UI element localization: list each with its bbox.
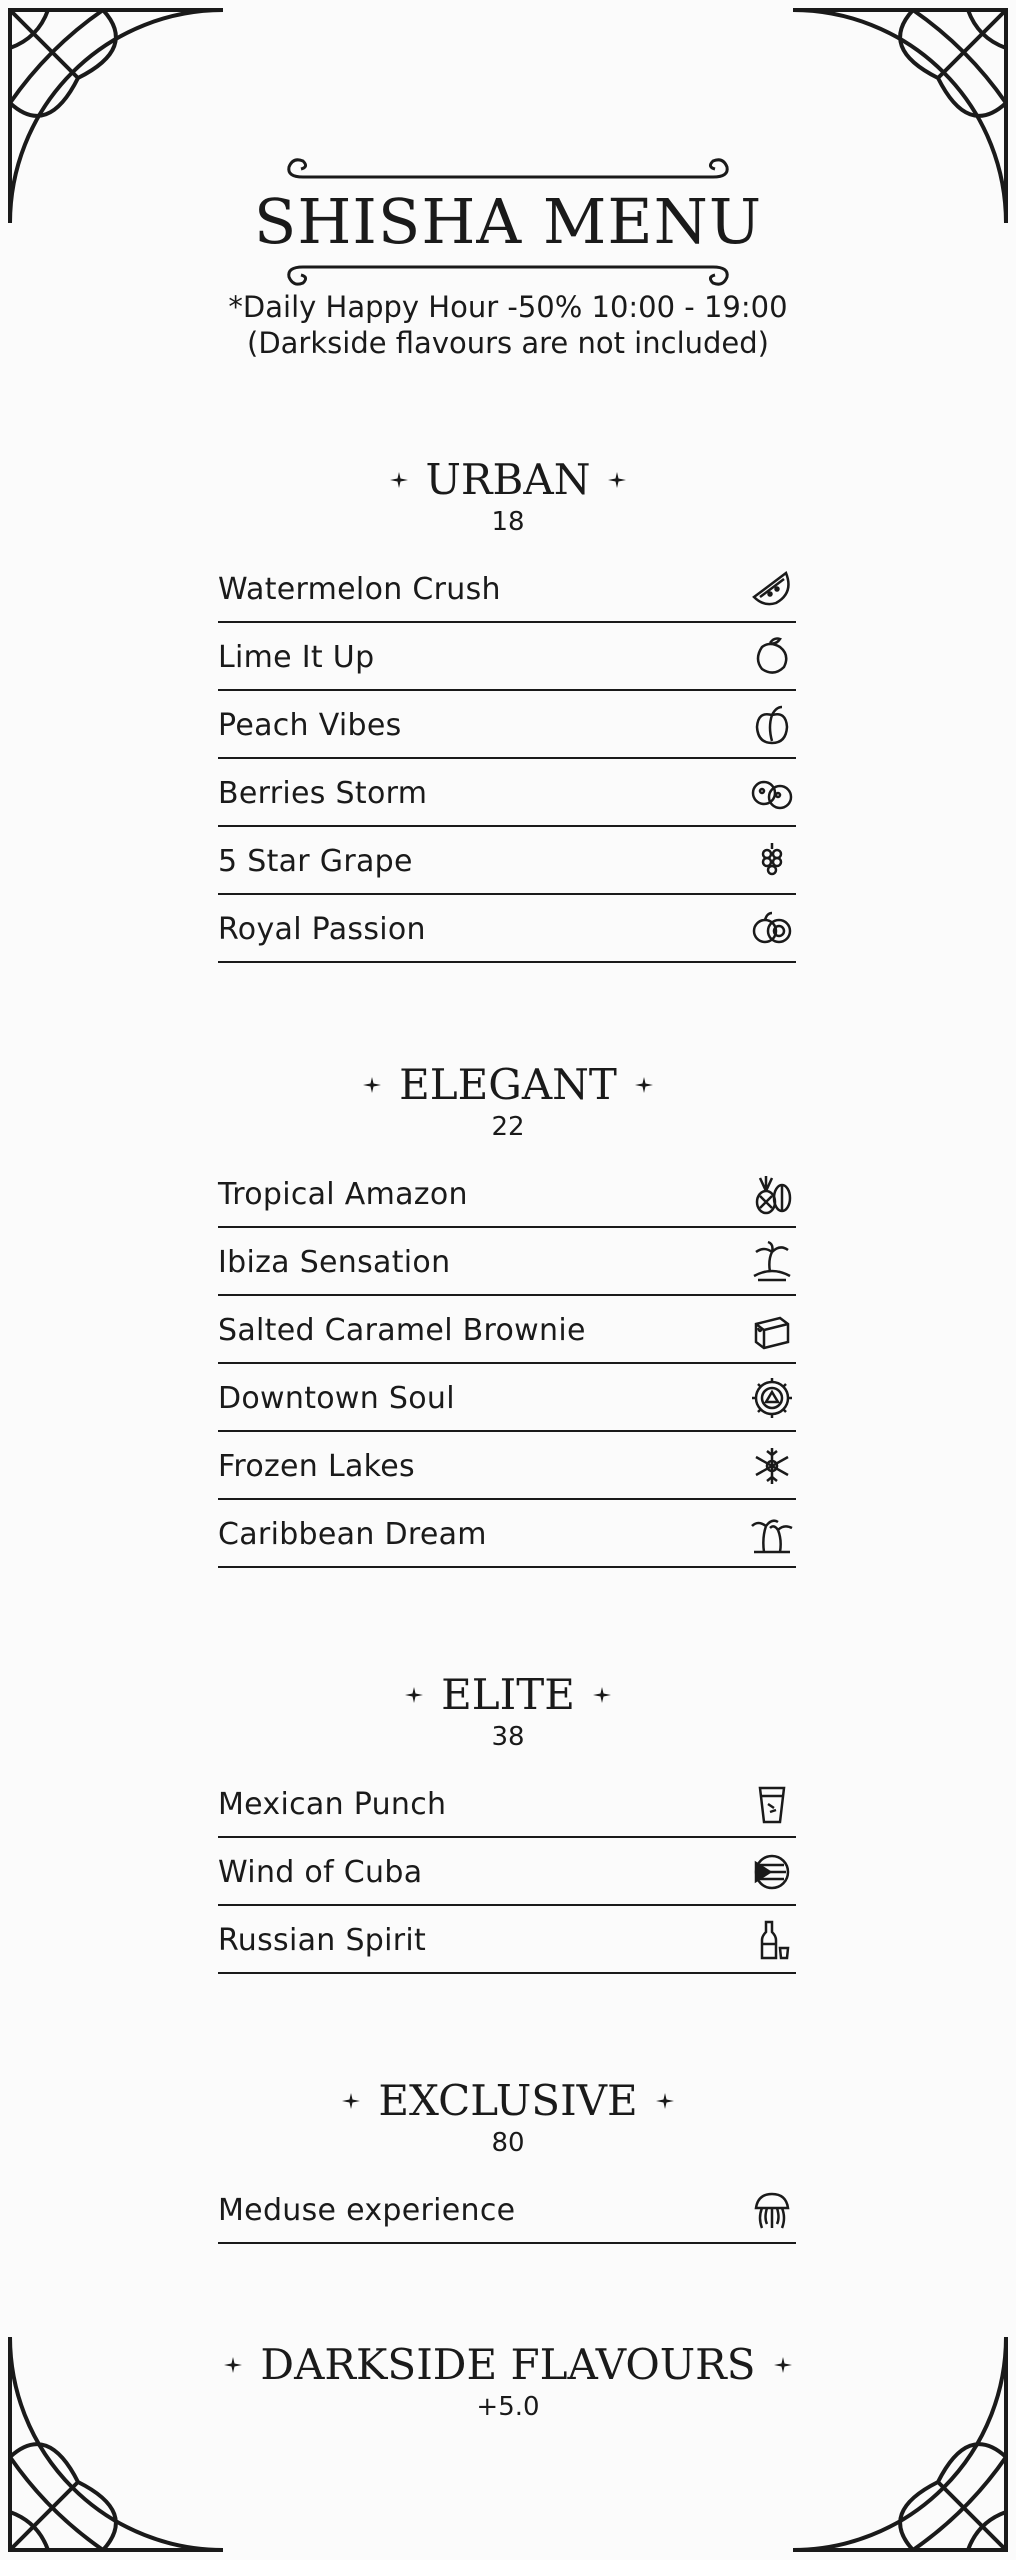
- section-price: 38: [491, 1722, 525, 1752]
- section-exclusive: [0, 2076, 1016, 2244]
- berries-icon: [748, 769, 796, 817]
- grape-icon: [748, 837, 796, 885]
- sparkle-icon: [633, 1074, 655, 1096]
- sparkle-icon: [654, 2090, 676, 2112]
- happy-hour-note: *Daily Happy Hour -50% 10:00 - 19:00: [228, 290, 788, 324]
- brownie-icon: [748, 1306, 796, 1354]
- section-urban: [0, 455, 1016, 963]
- sparkle-icon: [361, 1074, 383, 1096]
- island-icon: [748, 1238, 796, 1286]
- sparkle-icon: [403, 1684, 425, 1706]
- emblem-icon: [748, 1374, 796, 1422]
- page-title: SHISHA MENU: [253, 185, 763, 258]
- menu-item: Royal Passion: [218, 895, 796, 963]
- jellyfish-icon: [748, 2186, 796, 2234]
- menu-header: [0, 155, 1016, 361]
- menu-item: Ibiza Sensation: [218, 1228, 796, 1296]
- snowflake-icon: [748, 1442, 796, 1490]
- palm-trees-icon: [748, 1510, 796, 1558]
- section-elite: [0, 1670, 1016, 1974]
- passion-fruit-icon: [748, 905, 796, 953]
- menu-item: Peach Vibes: [218, 691, 796, 759]
- section-price: +5.0: [476, 2392, 540, 2422]
- section-title: ELITE: [441, 1670, 575, 1719]
- menu-item: Berries Storm: [218, 759, 796, 827]
- lime-icon: [748, 633, 796, 681]
- menu-item: 5 Star Grape: [218, 827, 796, 895]
- section-price: 80: [491, 2128, 525, 2158]
- section-title: EXCLUSIVE: [378, 2076, 638, 2125]
- menu-item: Salted Caramel Brownie: [218, 1296, 796, 1364]
- menu-item: Tropical Amazon: [218, 1160, 796, 1228]
- menu-item: Mexican Punch: [218, 1770, 796, 1838]
- menu-item: Watermelon Crush: [218, 555, 796, 623]
- menu-list: [218, 1160, 796, 1568]
- menu-item: Wind of Cuba: [218, 1838, 796, 1906]
- menu-item: Caribbean Dream: [218, 1500, 796, 1568]
- menu-item: Frozen Lakes: [218, 1432, 796, 1500]
- menu-list: [218, 2176, 796, 2244]
- cocktail-glass-icon: [748, 1780, 796, 1828]
- title-ornament-top-icon: [283, 155, 733, 185]
- menu-item: Russian Spirit: [218, 1906, 796, 1974]
- darkside-exclusion-note: (Darkside flavours are not included): [247, 326, 769, 360]
- pineapple-icon: [748, 1170, 796, 1218]
- menu-list: [218, 1770, 796, 1974]
- section-price: 18: [491, 507, 525, 537]
- sparkle-icon: [222, 2354, 244, 2376]
- vodka-bottle-icon: [748, 1916, 796, 1964]
- cuba-flag-icon: [748, 1848, 796, 1896]
- section-title: ELEGANT: [399, 1060, 617, 1109]
- peach-icon: [748, 701, 796, 749]
- menu-item: Downtown Soul: [218, 1364, 796, 1432]
- section-title: URBAN: [425, 455, 591, 504]
- section-darkside: [0, 2340, 1016, 2422]
- menu-item: Meduse experience: [218, 2176, 796, 2244]
- menu-list: [218, 555, 796, 963]
- watermelon-icon: [748, 565, 796, 613]
- title-ornament-bottom-icon: [283, 259, 733, 289]
- section-title: DARKSIDE FLAVOURS: [260, 2340, 756, 2389]
- sparkle-icon: [591, 1684, 613, 1706]
- sparkle-icon: [606, 469, 628, 491]
- menu-item: Lime It Up: [218, 623, 796, 691]
- sparkle-icon: [772, 2354, 794, 2376]
- section-elegant: [0, 1060, 1016, 1568]
- section-price: 22: [491, 1112, 525, 1142]
- sparkle-icon: [340, 2090, 362, 2112]
- sparkle-icon: [388, 469, 410, 491]
